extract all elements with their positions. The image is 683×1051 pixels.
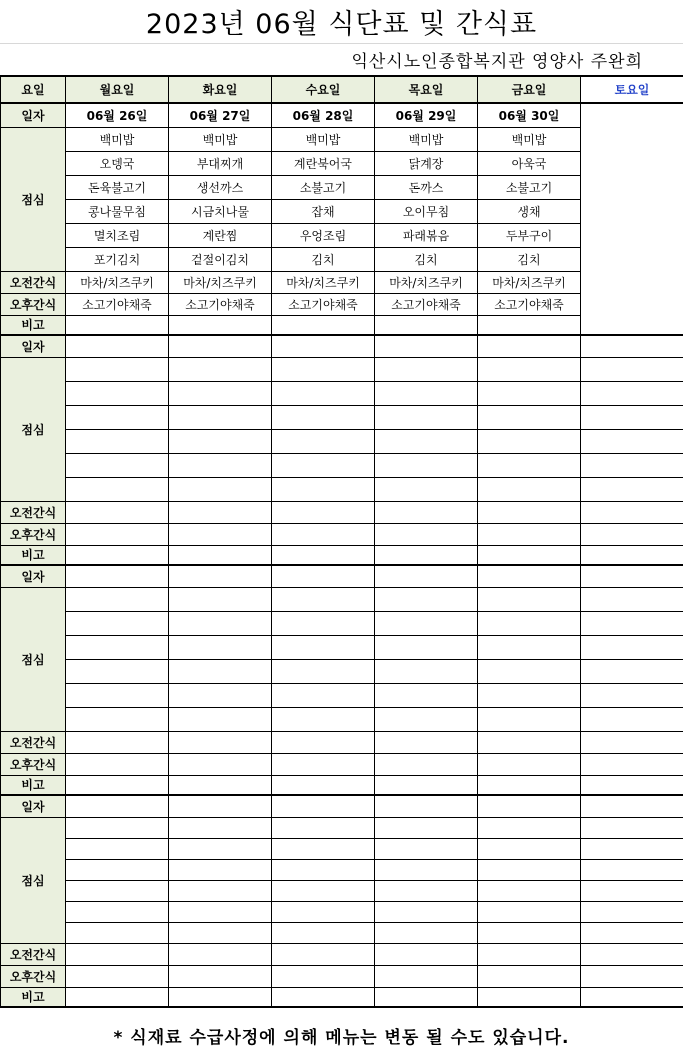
lunch-item xyxy=(66,611,169,635)
lunch-item xyxy=(66,477,169,501)
am-snack-item xyxy=(169,943,272,965)
lunch-item xyxy=(375,659,478,683)
table-row xyxy=(1,943,683,965)
lunch-item xyxy=(375,405,478,429)
lunch-item: 닭계장 xyxy=(375,151,478,175)
note-cell xyxy=(272,987,375,1007)
date-cell: 06월 26일 xyxy=(66,103,169,127)
lunch-item xyxy=(169,859,272,880)
lunch-item: 겉절이김치 xyxy=(169,247,272,271)
lunch-item xyxy=(66,901,169,922)
note-cell xyxy=(66,775,169,795)
lunch-item: 콩나물무침 xyxy=(66,199,169,223)
lunch-item xyxy=(478,453,581,477)
pm-snack-item xyxy=(581,965,683,987)
lunch-item xyxy=(375,880,478,901)
lunch-item xyxy=(169,477,272,501)
lunch-item: 생선까스 xyxy=(169,175,272,199)
date-cell xyxy=(375,795,478,817)
lunch-item xyxy=(272,922,375,943)
table-row xyxy=(1,545,683,565)
lunch-item xyxy=(169,405,272,429)
date-cell xyxy=(169,795,272,817)
lunch-item xyxy=(169,381,272,405)
lunch-item xyxy=(581,817,683,838)
table-row xyxy=(1,965,683,987)
lunch-item xyxy=(272,838,375,859)
lunch-item: 생채 xyxy=(478,199,581,223)
lunch-item xyxy=(66,659,169,683)
dietitian-credit: 익산시노인종합복지관 영양사 주완희 xyxy=(351,52,643,72)
lunch-item xyxy=(66,429,169,453)
table-row xyxy=(1,335,683,357)
lunch-item: 김치 xyxy=(375,247,478,271)
lunch-item xyxy=(169,817,272,838)
lunch-item xyxy=(169,635,272,659)
lunch-item xyxy=(272,429,375,453)
lunch-item xyxy=(478,381,581,405)
day-header-4: 금요일 xyxy=(478,76,581,103)
am-snack-item xyxy=(169,731,272,753)
lunch-item xyxy=(478,817,581,838)
note-cell xyxy=(169,315,272,335)
pm-snack-item xyxy=(169,965,272,987)
lunch-item xyxy=(272,611,375,635)
lunch-item xyxy=(478,587,581,611)
row-label-date: 일자 xyxy=(1,795,66,817)
lunch-item xyxy=(66,859,169,880)
am-snack-item xyxy=(272,501,375,523)
lunch-item xyxy=(66,838,169,859)
table-row xyxy=(1,987,683,1007)
footer-note: * 식재료 수급사정에 의해 메뉴는 변동 될 수도 있습니다. xyxy=(113,1028,570,1048)
row-label-am_snack: 오전간식 xyxy=(1,501,66,523)
lunch-item xyxy=(169,683,272,707)
lunch-item xyxy=(375,859,478,880)
date-cell xyxy=(581,795,683,817)
am-snack-item xyxy=(478,731,581,753)
date-cell xyxy=(66,565,169,587)
row-label-pm_snack: 오후간식 xyxy=(1,523,66,545)
table-row xyxy=(1,901,683,922)
lunch-item xyxy=(169,707,272,731)
note-cell xyxy=(169,987,272,1007)
lunch-item: 소불고기 xyxy=(272,175,375,199)
lunch-item xyxy=(375,683,478,707)
date-cell xyxy=(169,565,272,587)
note-cell xyxy=(478,775,581,795)
lunch-item xyxy=(581,838,683,859)
lunch-item: 계란찜 xyxy=(169,223,272,247)
lunch-item: 오이무침 xyxy=(375,199,478,223)
day-header-3: 목요일 xyxy=(375,76,478,103)
date-cell xyxy=(478,565,581,587)
lunch-item xyxy=(272,635,375,659)
date-cell xyxy=(581,565,683,587)
note-cell xyxy=(66,545,169,565)
table-row xyxy=(1,523,683,545)
table-row xyxy=(1,880,683,901)
pm-snack-item: 소고기야채죽 xyxy=(169,293,272,315)
lunch-item: 백미밥 xyxy=(478,127,581,151)
am-snack-item xyxy=(478,501,581,523)
table-row xyxy=(1,659,683,683)
note-cell xyxy=(478,545,581,565)
lunch-item xyxy=(581,707,683,731)
note-cell xyxy=(581,987,683,1007)
am-snack-item xyxy=(581,943,683,965)
row-label-pm_snack: 오후간식 xyxy=(1,965,66,987)
date-cell xyxy=(66,795,169,817)
date-cell: 06월 29일 xyxy=(375,103,478,127)
table-row xyxy=(1,817,683,838)
lunch-item xyxy=(375,635,478,659)
lunch-item: 계란북어국 xyxy=(272,151,375,175)
date-cell: 06월 27일 xyxy=(169,103,272,127)
lunch-item xyxy=(272,477,375,501)
saturday-blank xyxy=(581,103,683,335)
table-row xyxy=(1,753,683,775)
lunch-item: 김치 xyxy=(272,247,375,271)
lunch-item: 두부구이 xyxy=(478,223,581,247)
lunch-item xyxy=(272,859,375,880)
am-snack-item: 마차/치즈쿠키 xyxy=(66,271,169,293)
row-label-date: 일자 xyxy=(1,565,66,587)
table-row xyxy=(1,587,683,611)
lunch-item: 오뎅국 xyxy=(66,151,169,175)
table-row xyxy=(1,565,683,587)
pm-snack-item xyxy=(478,965,581,987)
lunch-item: 돈육불고기 xyxy=(66,175,169,199)
note-cell xyxy=(581,775,683,795)
lunch-item xyxy=(66,922,169,943)
lunch-item xyxy=(272,659,375,683)
row-label-lunch: 점심 xyxy=(1,817,66,943)
note-cell xyxy=(66,987,169,1007)
table-row xyxy=(1,76,683,103)
lunch-item xyxy=(581,901,683,922)
lunch-item xyxy=(169,611,272,635)
lunch-item xyxy=(272,901,375,922)
table-row xyxy=(1,357,683,381)
date-cell xyxy=(581,335,683,357)
lunch-item xyxy=(478,922,581,943)
row-label-lunch: 점심 xyxy=(1,357,66,501)
row-label-am_snack: 오전간식 xyxy=(1,271,66,293)
note-cell xyxy=(66,315,169,335)
lunch-item xyxy=(169,453,272,477)
table-row xyxy=(1,838,683,859)
table-row xyxy=(1,453,683,477)
lunch-item xyxy=(375,611,478,635)
lunch-item xyxy=(581,659,683,683)
lunch-item xyxy=(272,587,375,611)
table-row xyxy=(1,775,683,795)
am-snack-item xyxy=(272,943,375,965)
lunch-item xyxy=(581,880,683,901)
am-snack-item: 마차/치즈쿠키 xyxy=(272,271,375,293)
lunch-item: 김치 xyxy=(478,247,581,271)
lunch-item: 아욱국 xyxy=(478,151,581,175)
pm-snack-item xyxy=(478,753,581,775)
lunch-item xyxy=(272,683,375,707)
note-cell xyxy=(169,775,272,795)
lunch-item xyxy=(478,357,581,381)
lunch-item xyxy=(581,683,683,707)
pm-snack-item: 소고기야채죽 xyxy=(478,293,581,315)
row-label-date: 일자 xyxy=(1,335,66,357)
lunch-item xyxy=(478,405,581,429)
lunch-item: 포기김치 xyxy=(66,247,169,271)
pm-snack-item xyxy=(581,523,683,545)
lunch-item: 백미밥 xyxy=(66,127,169,151)
lunch-item xyxy=(66,635,169,659)
lunch-item xyxy=(375,477,478,501)
lunch-item xyxy=(272,880,375,901)
row-label-am_snack: 오전간식 xyxy=(1,731,66,753)
date-cell xyxy=(66,335,169,357)
lunch-item xyxy=(66,381,169,405)
table-row xyxy=(1,707,683,731)
lunch-item xyxy=(66,587,169,611)
lunch-item xyxy=(375,381,478,405)
table-row xyxy=(1,731,683,753)
note-cell xyxy=(581,545,683,565)
pm-snack-item xyxy=(169,753,272,775)
table-row xyxy=(1,635,683,659)
table-row xyxy=(1,922,683,943)
table-row xyxy=(1,683,683,707)
pm-snack-item xyxy=(169,523,272,545)
lunch-item xyxy=(169,838,272,859)
lunch-item xyxy=(66,683,169,707)
row-label-lunch: 점심 xyxy=(1,127,66,271)
lunch-item xyxy=(478,611,581,635)
am-snack-item xyxy=(66,731,169,753)
lunch-item xyxy=(581,477,683,501)
row-label-note: 비고 xyxy=(1,775,66,795)
table-row xyxy=(1,477,683,501)
pm-snack-item: 소고기야채죽 xyxy=(375,293,478,315)
date-cell xyxy=(169,335,272,357)
note-cell xyxy=(375,545,478,565)
lunch-item xyxy=(581,357,683,381)
lunch-item xyxy=(272,707,375,731)
page-title: 2023년 06월 식단표 및 간식표 xyxy=(0,0,683,44)
note-cell xyxy=(272,315,375,335)
lunch-item xyxy=(272,453,375,477)
row-label-day: 요일 xyxy=(1,76,66,103)
am-snack-item xyxy=(66,943,169,965)
am-snack-item xyxy=(169,501,272,523)
lunch-item xyxy=(169,429,272,453)
lunch-item xyxy=(375,922,478,943)
lunch-item xyxy=(478,477,581,501)
table-row xyxy=(1,611,683,635)
am-snack-item: 마차/치즈쿠키 xyxy=(375,271,478,293)
date-cell xyxy=(272,795,375,817)
row-label-am_snack: 오전간식 xyxy=(1,943,66,965)
lunch-item xyxy=(169,922,272,943)
lunch-item xyxy=(375,429,478,453)
pm-snack-item xyxy=(66,753,169,775)
lunch-item: 돈까스 xyxy=(375,175,478,199)
lunch-item: 부대찌개 xyxy=(169,151,272,175)
lunch-item xyxy=(375,838,478,859)
lunch-item xyxy=(66,707,169,731)
lunch-item xyxy=(169,357,272,381)
pm-snack-item xyxy=(375,753,478,775)
lunch-item xyxy=(375,707,478,731)
lunch-item xyxy=(66,880,169,901)
lunch-item: 백미밥 xyxy=(169,127,272,151)
lunch-item xyxy=(375,901,478,922)
lunch-item xyxy=(581,405,683,429)
am-snack-item xyxy=(581,501,683,523)
lunch-item xyxy=(169,880,272,901)
meal-plan-table xyxy=(0,75,683,1008)
lunch-item xyxy=(66,453,169,477)
am-snack-item: 마차/치즈쿠키 xyxy=(478,271,581,293)
lunch-item: 소불고기 xyxy=(478,175,581,199)
pm-snack-item: 소고기야채죽 xyxy=(272,293,375,315)
date-cell xyxy=(478,795,581,817)
day-header-0: 월요일 xyxy=(66,76,169,103)
lunch-item: 멸치조림 xyxy=(66,223,169,247)
lunch-item xyxy=(478,880,581,901)
am-snack-item xyxy=(272,731,375,753)
lunch-item xyxy=(272,817,375,838)
pm-snack-item xyxy=(272,753,375,775)
lunch-item xyxy=(581,922,683,943)
row-label-note: 비고 xyxy=(1,545,66,565)
table-row xyxy=(1,103,683,127)
row-label-note: 비고 xyxy=(1,987,66,1007)
row-label-note: 비고 xyxy=(1,315,66,335)
table-row xyxy=(1,381,683,405)
table-row xyxy=(1,501,683,523)
am-snack-item xyxy=(375,943,478,965)
date-cell xyxy=(272,565,375,587)
lunch-item xyxy=(375,357,478,381)
lunch-item xyxy=(581,429,683,453)
lunch-item xyxy=(478,659,581,683)
lunch-item xyxy=(478,707,581,731)
pm-snack-item xyxy=(272,965,375,987)
row-label-lunch: 점심 xyxy=(1,587,66,731)
lunch-item xyxy=(478,838,581,859)
am-snack-item xyxy=(375,731,478,753)
lunch-item xyxy=(375,817,478,838)
day-header-1: 화요일 xyxy=(169,76,272,103)
lunch-item xyxy=(169,901,272,922)
row-label-pm_snack: 오후간식 xyxy=(1,293,66,315)
lunch-item xyxy=(581,381,683,405)
pm-snack-item xyxy=(375,965,478,987)
date-cell: 06월 28일 xyxy=(272,103,375,127)
pm-snack-item xyxy=(272,523,375,545)
table-row xyxy=(1,859,683,880)
note-cell xyxy=(478,987,581,1007)
lunch-item xyxy=(66,405,169,429)
lunch-item: 시금치나물 xyxy=(169,199,272,223)
am-snack-item xyxy=(66,501,169,523)
lunch-item xyxy=(66,817,169,838)
lunch-item xyxy=(478,429,581,453)
lunch-item xyxy=(169,587,272,611)
pm-snack-item xyxy=(66,523,169,545)
pm-snack-item xyxy=(66,965,169,987)
lunch-item xyxy=(272,405,375,429)
pm-snack-item xyxy=(478,523,581,545)
pm-snack-item xyxy=(581,753,683,775)
lunch-item xyxy=(581,859,683,880)
note-cell xyxy=(169,545,272,565)
lunch-item xyxy=(581,635,683,659)
date-cell xyxy=(375,565,478,587)
lunch-item xyxy=(66,357,169,381)
lunch-item: 파래볶음 xyxy=(375,223,478,247)
am-snack-item xyxy=(375,501,478,523)
lunch-item: 백미밥 xyxy=(375,127,478,151)
lunch-item xyxy=(478,859,581,880)
lunch-item xyxy=(478,635,581,659)
lunch-item xyxy=(581,587,683,611)
lunch-item xyxy=(581,611,683,635)
row-label-date: 일자 xyxy=(1,103,66,127)
lunch-item xyxy=(375,453,478,477)
lunch-item xyxy=(272,381,375,405)
table-row xyxy=(1,795,683,817)
lunch-item: 백미밥 xyxy=(272,127,375,151)
date-cell: 06월 30일 xyxy=(478,103,581,127)
row-label-pm_snack: 오후간식 xyxy=(1,753,66,775)
note-cell xyxy=(375,315,478,335)
date-cell xyxy=(272,335,375,357)
am-snack-item xyxy=(581,731,683,753)
date-cell xyxy=(478,335,581,357)
pm-snack-item: 소고기야채죽 xyxy=(66,293,169,315)
lunch-item xyxy=(478,683,581,707)
date-cell xyxy=(375,335,478,357)
table-row xyxy=(1,405,683,429)
note-cell xyxy=(375,987,478,1007)
day-header-2: 수요일 xyxy=(272,76,375,103)
lunch-item xyxy=(375,587,478,611)
note-cell xyxy=(478,315,581,335)
note-cell xyxy=(272,775,375,795)
lunch-item xyxy=(581,453,683,477)
lunch-item: 우엉조림 xyxy=(272,223,375,247)
am-snack-item xyxy=(478,943,581,965)
lunch-item xyxy=(478,901,581,922)
lunch-item xyxy=(169,659,272,683)
day-header-5: 토요일 xyxy=(581,76,683,103)
pm-snack-item xyxy=(375,523,478,545)
am-snack-item: 마차/치즈쿠키 xyxy=(169,271,272,293)
table-row xyxy=(1,429,683,453)
lunch-item xyxy=(272,357,375,381)
note-cell xyxy=(375,775,478,795)
note-cell xyxy=(272,545,375,565)
lunch-item: 잡채 xyxy=(272,199,375,223)
